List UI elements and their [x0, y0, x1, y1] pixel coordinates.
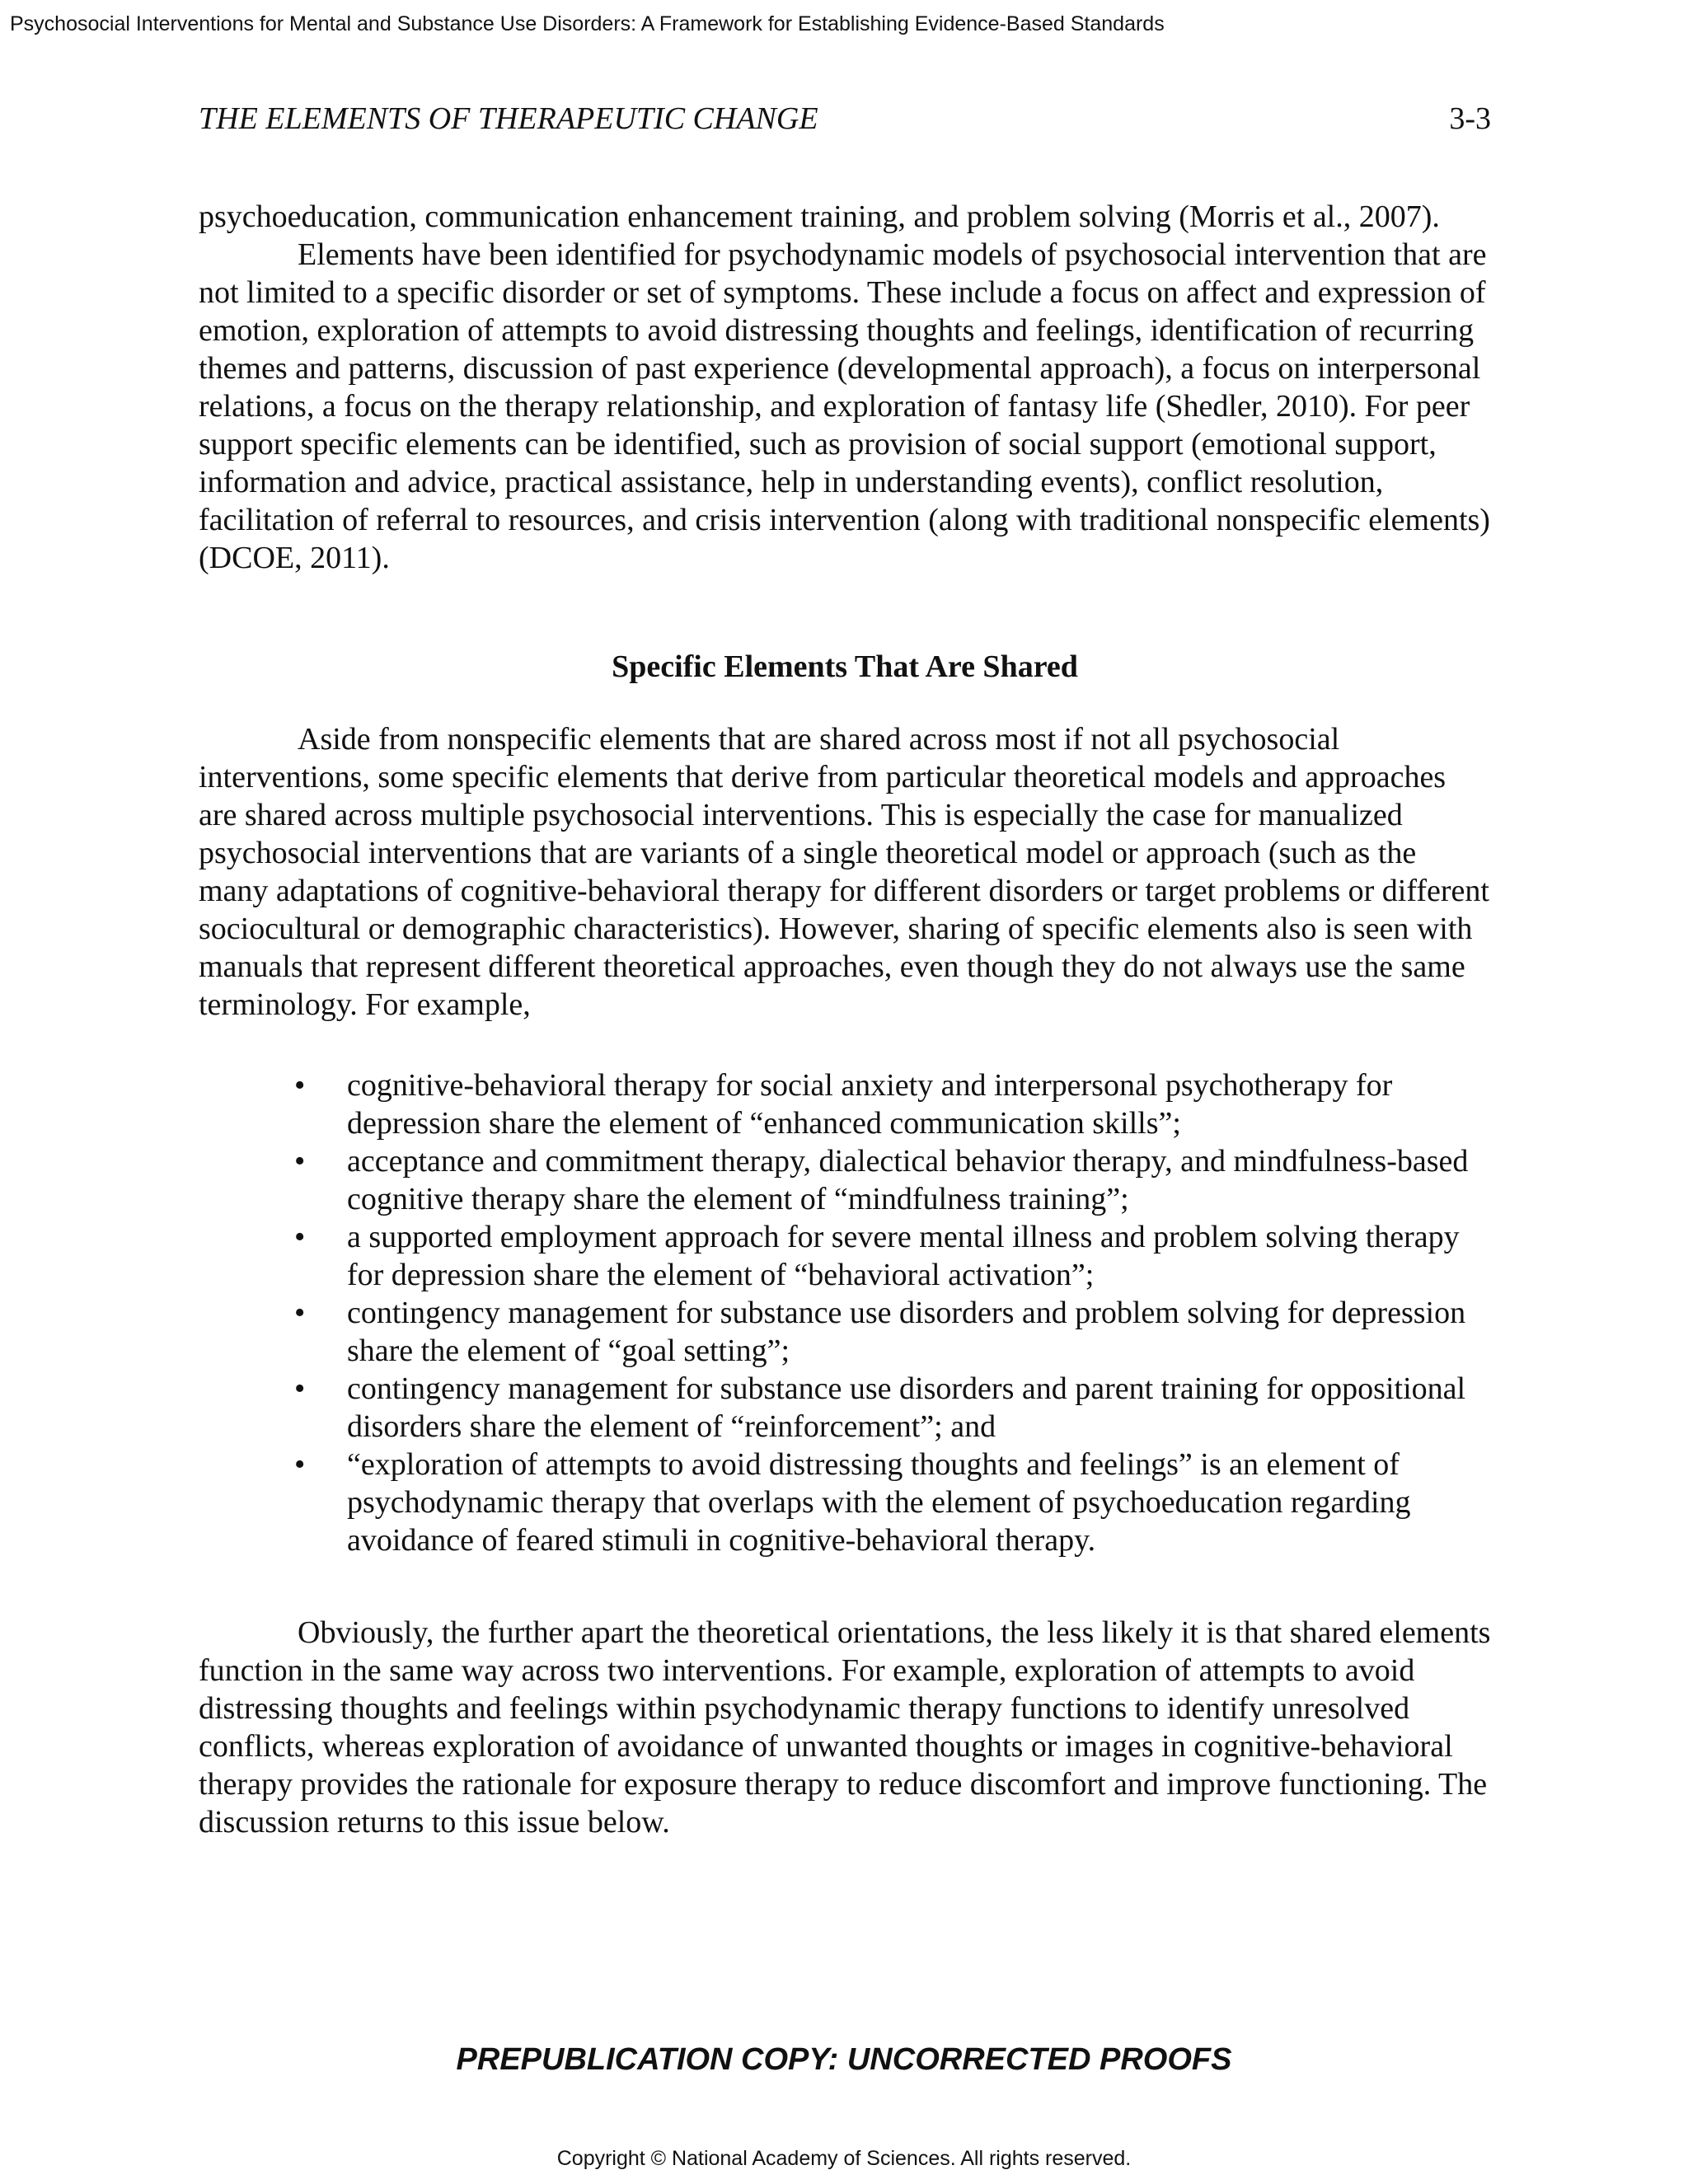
list-item [199, 1142, 1491, 1218]
list-item [199, 1446, 1491, 1559]
list-item-text: cognitive-behavioral therapy for social anxiety and interpersonal psychotherapy for depression share the element of “enhanced communication skills”; [347, 1068, 1393, 1141]
list-item-text: a supported employment approach for severe mental illness and problem solving therapy for depression share the element of “behavioral activation”; [347, 1220, 1460, 1292]
paragraph-shared-elements: Aside from nonspecific elements that are shared across most if not all psychosocial interventions, some specific elements that derive from particular theoretical models and approaches are shared across multiple psychosocial interventions. This is especially the case for manualized psychosocial interventions that are variants of a single theoretical model or approach (such as the many adaptations of cognitive-behavioral therapy for different disorders or target problems or different sociocultural or demographic characteristics). However, sharing of specific elements also is seen with manuals that represent different theoretical approaches, even though they do not always use the same terminology. For example, [199, 722, 1489, 1022]
prepublication-notice: PREPUBLICATION COPY: UNCORRECTED PROOFS [456, 2042, 1232, 2077]
bullet-icon: • [294, 1068, 306, 1103]
running-head-title: THE ELEMENTS OF THERAPEUTIC CHANGE [199, 101, 818, 136]
running-head [199, 99, 1491, 138]
page-number: 3-3 [1449, 101, 1491, 136]
paragraph-theoretical-orientations: Obviously, the further apart the theoretical orientations, the less likely it is that shared elements function in the same way across two interventions. For example, exploration of attempts to avoid distressing thoughts and feelings within psychodynamic therapy functions to identify unresolved conflicts, whereas exploration of avoidance of unwanted thoughts or images in cognitive-behavioral therapy provides the rationale for exposure therapy to reduce discomfort and improve functioning. The discussion returns to this issue below. [199, 1615, 1491, 1840]
list-item [199, 1218, 1491, 1294]
list-item [199, 1294, 1491, 1370]
bullet-icon: • [294, 1144, 306, 1179]
list-item [199, 1066, 1491, 1142]
bullet-icon: • [294, 1296, 306, 1330]
shared-elements-list [199, 1066, 1491, 1559]
list-item-text: contingency management for substance use disorders and parent training for oppositional disorders share the element of “reinforcement”; and [347, 1371, 1466, 1444]
list-item [199, 1370, 1491, 1446]
paragraph-continuation: psychoeducation, communication enhancement training, and problem solving (Morris et al., 2007). [199, 199, 1440, 234]
paragraph-psychodynamic-elements: Elements have been identified for psychodynamic models of psychosocial intervention that are not limited to a specific disorder or set of symptoms. These include a focus on affect and expression of emotion, exploration of attempts to avoid distressing thoughts and feelings, identification of recurring themes and patterns, discussion of past experience (developmental approach), a focus on interpersonal relations, a focus on the therapy relationship, and exploration of fantasy life (Shedler, 2010). For peer support specific elements can be identified, such as provision of social support (emotional support, information and advice, practical assistance, help in understanding events), conflict resolution, facilitation of referral to resources, and crisis intervention (along with traditional nonspecific elements) (DCOE, 2011). [199, 237, 1490, 575]
list-item-text: acceptance and commitment therapy, dialectical behavior therapy, and mindfulness-based cognitive therapy share the element of “mindfulness training”; [347, 1144, 1469, 1216]
bullet-icon: • [294, 1220, 306, 1254]
body-text-top [199, 198, 1491, 577]
copyright-notice: Copyright © National Academy of Sciences. All rights reserved. [556, 2147, 1132, 2170]
list-item-text: contingency management for substance use disorders and problem solving for depression share the element of “goal setting”; [347, 1296, 1466, 1368]
list-item-text: “exploration of attempts to avoid distressing thoughts and feelings” is an element of psychodynamic therapy that overlaps with the element of psychoeducation regarding avoidance of feared stimuli in cognitive-behavioral therapy. [347, 1447, 1411, 1558]
bullet-icon: • [294, 1447, 306, 1482]
bullet-icon: • [294, 1371, 306, 1406]
document-banner-title: Psychosocial Interventions for Mental and Substance Use Disorders: A Framework for Establishing Evidence-Based Standards [10, 12, 1165, 35]
section-heading: Specific Elements That Are Shared [612, 649, 1078, 684]
